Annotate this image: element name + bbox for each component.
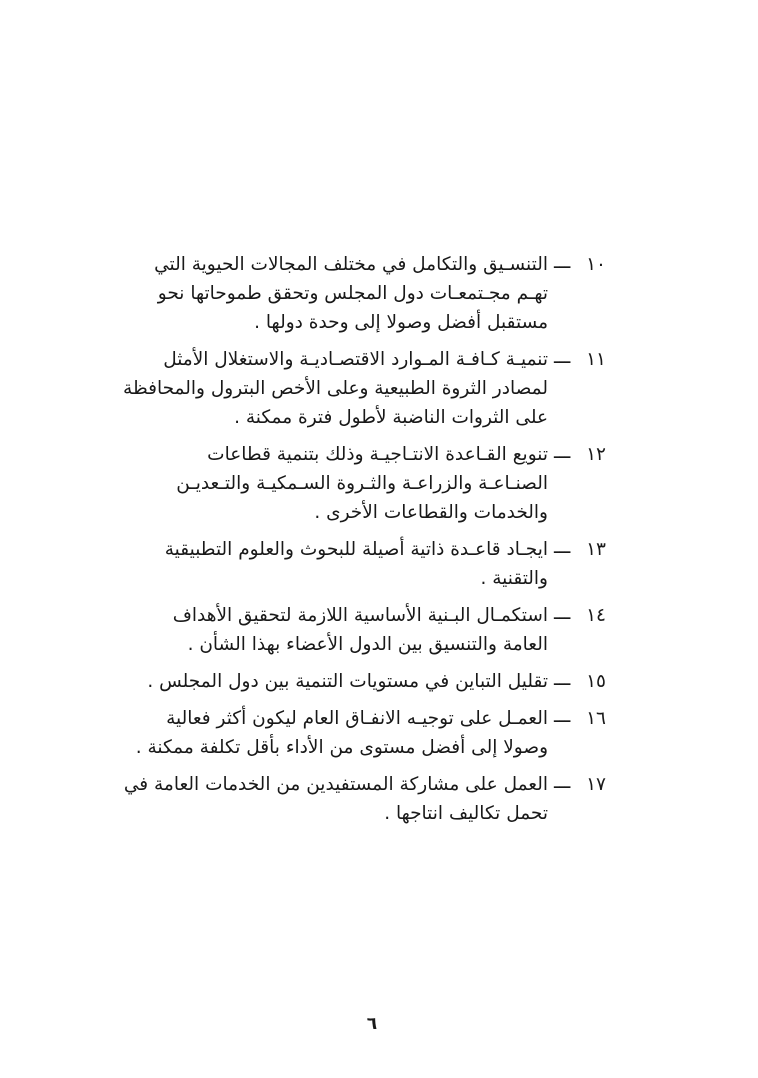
item-dash: ـــ [554,252,571,273]
list-item-17 [123,770,606,828]
text-line: وصولا إلى أفضل مستوى من الأداء بأقل تكلفة ممكنة . [135,737,548,758]
item-dash: ـــ [554,706,571,727]
item-text [136,601,548,659]
item-number-marker [554,440,606,469]
list-item-13 [136,535,606,593]
text-line: والخدمات والقطاعات الأخرى . [314,502,548,523]
item-text [136,535,548,593]
text-line: العمل على مشاركة المستفيدين من الخدمات العامة في [123,774,548,795]
item-text [123,345,548,432]
list-item-14 [136,601,606,659]
text-line: لمصادر الثروة الطبيعية وعلى الأخص البترول والمحافظة [123,378,548,399]
item-number: ١٥ [586,671,606,692]
objectives-list [123,250,606,836]
text-line: الصنـاعـة والزراعـة والثـروة السـمكيـة والتـعديـن [176,473,548,494]
item-number-marker [554,601,606,630]
item-text [136,704,548,762]
item-text [124,770,548,828]
list-item-11 [123,345,606,432]
text-line: تهـم مجـتمعـات دول المجلس وتحقق طموحاتها نحو [157,283,548,304]
item-number: ١٢ [586,444,606,465]
item-dash: ـــ [554,669,571,690]
list-item-12 [136,440,606,527]
text-line: تنميـة كـافـة المـوارد الاقتصـاديـة والاستغلال الأمثل [163,349,548,370]
item-number: ١٧ [586,774,606,795]
text-line: تحمل تكاليف انتاجها . [384,803,548,824]
item-number-marker [554,535,606,564]
item-text [136,440,548,527]
list-item-16 [136,704,606,762]
text-line: على الثروات الناضبة لأطول فترة ممكنة . [234,407,548,428]
item-number-marker [554,250,606,279]
item-number: ١٤ [586,605,606,626]
text-line: تنويع القـاعدة الانتـاجيـة وذلك بتنمية قطاعات [207,444,548,465]
item-number: ١٦ [586,708,606,729]
item-dash: ـــ [554,772,571,793]
item-number: ١٣ [586,539,606,560]
page-number: ٦ [366,1014,378,1034]
text-line: استكمـال البـنية الأساسية اللازمة لتحقيق الأهداف [172,605,548,626]
text-line: مستقبل أفضل وصولا إلى وحدة دولها . [254,312,548,333]
text-line: العمـل على توجيـه الانفـاق العام ليكون أكثر فعالية [166,708,548,729]
text-line: التنسـيق والتكامل في مختلف المجالات الحيوية التي [154,254,548,275]
item-text [136,250,548,337]
list-item-15 [136,667,606,696]
text-line: ايجـاد قاعـدة ذاتية أصيلة للبحوث والعلوم التطبيقية [164,539,548,560]
item-number-marker [554,704,606,733]
item-dash: ـــ [554,603,571,624]
item-number-marker [554,667,606,696]
item-dash: ـــ [554,442,571,463]
item-dash: ـــ [554,347,571,368]
item-dash: ـــ [554,537,571,558]
text-line: العامة والتنسيق بين الدول الأعضاء بهذا الشأن . [187,634,548,655]
list-item-10 [136,250,606,337]
item-text [136,667,548,696]
item-number: ١٠ [586,254,606,275]
item-number-marker [554,345,606,374]
text-line: والتقنية . [480,568,548,589]
item-number-marker [554,770,606,799]
text-line: تقليل التباين في مستويات التنمية بين دول المجلس . [147,671,548,692]
item-number: ١١ [586,349,606,370]
